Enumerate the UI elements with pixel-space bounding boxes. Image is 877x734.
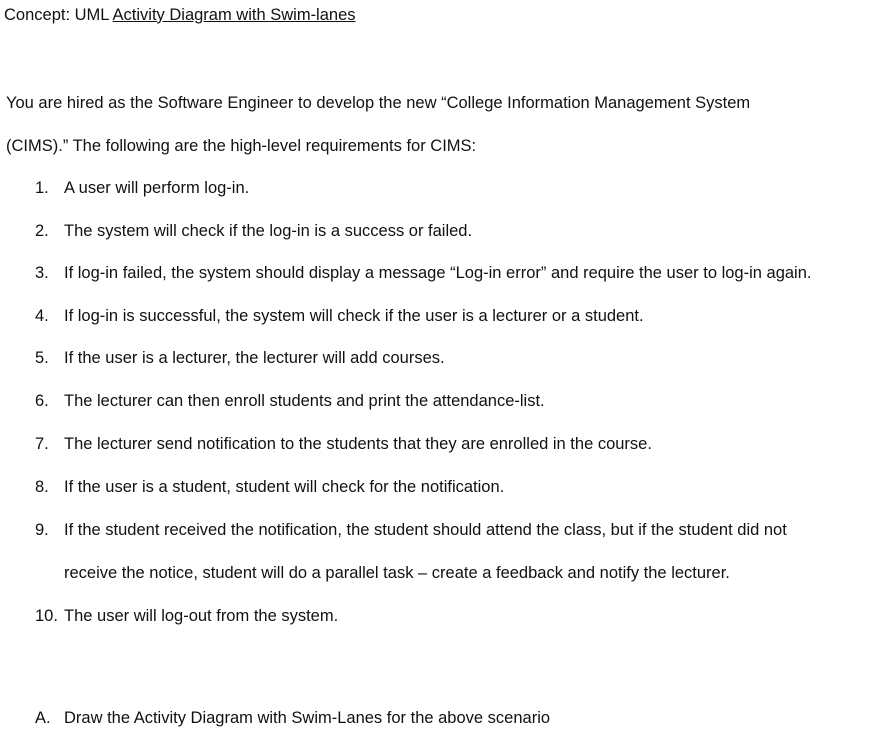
list-item-number: 4. — [35, 307, 49, 325]
list-item-number: 3. — [35, 264, 49, 282]
list-item: The system will check if the log-in is a success or failed. — [64, 222, 473, 240]
list-item: If the student received the notification, the student should attend the class, but if the student did not — [64, 521, 787, 539]
list-item-number: 2. — [35, 222, 49, 240]
list-item-number: 6. — [35, 392, 49, 410]
concept-link: Activity Diagram with Swim-lanes — [112, 6, 356, 24]
list-item-number: 7. — [35, 435, 49, 453]
list-item: The lecturer can then enroll students and print the attendance-list. — [64, 392, 545, 410]
list-item-continuation: receive the notice, student will do a parallel task – create a feedback and notify the lecturer. — [64, 564, 730, 582]
list-item: If log-in failed, the system should display a message “Log-in error” and require the user to log-in again. — [64, 264, 812, 282]
intro-line-1: You are hired as the Software Engineer to develop the new “College Information Management System — [6, 94, 751, 112]
list-item: If log-in is successful, the system will check if the user is a lecturer or a student. — [64, 307, 644, 325]
list-item: The lecturer send notification to the students that they are enrolled in the course. — [64, 435, 652, 453]
list-item: A user will perform log-in. — [64, 179, 250, 197]
list-item: The user will log-out from the system. — [64, 607, 339, 625]
list-item-number: 9. — [35, 521, 49, 539]
task-text: Draw the Activity Diagram with Swim-Lanes for the above scenario — [64, 709, 551, 727]
concept-prefix: Concept: UML — [4, 6, 113, 24]
task-label: A. — [35, 709, 51, 727]
concept-heading — [4, 5, 356, 25]
list-item-number: 5. — [35, 349, 49, 367]
list-item-number: 1. — [35, 179, 49, 197]
list-item-number: 10. — [35, 607, 58, 625]
list-item: If the user is a student, student will check for the notification. — [64, 478, 505, 496]
list-item-number: 8. — [35, 478, 49, 496]
list-item: If the user is a lecturer, the lecturer will add courses. — [64, 349, 445, 367]
intro-line-2: (CIMS).” The following are the high-level requirements for CIMS: — [6, 137, 477, 155]
